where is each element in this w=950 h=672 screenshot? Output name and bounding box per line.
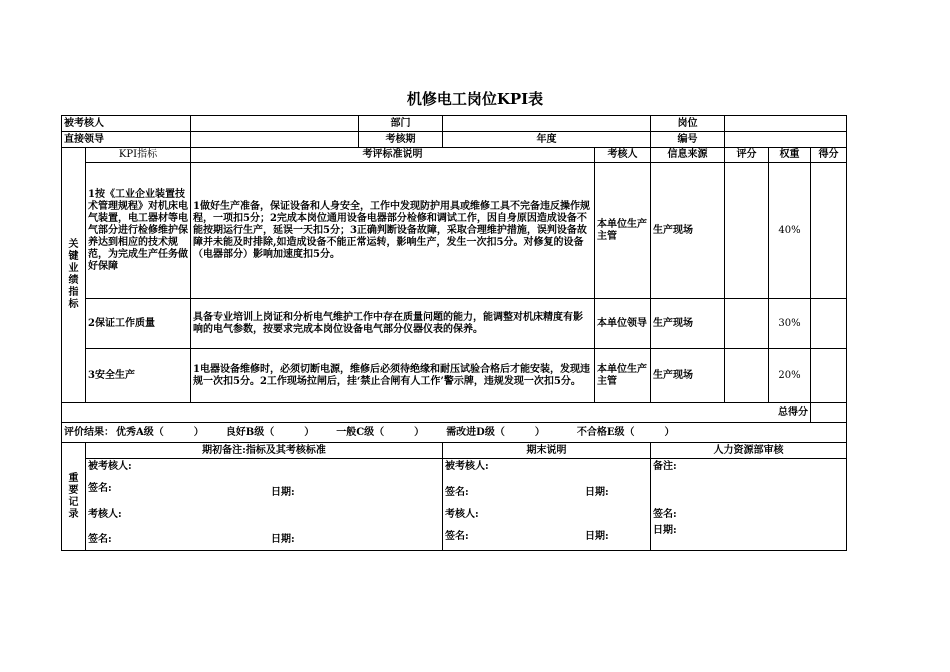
col-rating: 评分 <box>725 148 769 163</box>
column-header-row <box>62 148 847 163</box>
kpi-criteria: 具备专业培训上岗证和分析电气维护工作中存在质量问题的能力，能调整对机床精度有影响的电气参数，按要求完成本岗位设备电气部分仪器仪表的保养。 <box>191 299 595 349</box>
kpi-source: 生产现场 <box>651 163 725 299</box>
date-line: 日期: <box>653 525 677 536</box>
kpi-weight: 40% <box>769 163 811 299</box>
col-score: 得分 <box>811 148 847 163</box>
date-line: 日期: <box>585 487 609 498</box>
kpi-assessor: 本单位生产主管 <box>595 163 651 299</box>
evaluation-row <box>62 423 847 443</box>
grade-a[interactable]: 优秀A级（ ） <box>116 426 204 438</box>
sign-line: 签名: <box>88 534 112 545</box>
kpi-table <box>61 115 847 551</box>
table-row <box>62 299 847 349</box>
grade-b[interactable]: 良好B级（ ） <box>225 426 315 438</box>
col-source: 信息来源 <box>651 148 725 163</box>
position-value[interactable] <box>725 116 847 132</box>
kpi-rating[interactable] <box>725 349 769 403</box>
kpi-assessor: 本单位领导 <box>595 299 651 349</box>
header-row-2 <box>62 132 847 148</box>
col-criteria: 考评标准说明 <box>191 148 595 163</box>
kpi-rating[interactable] <box>725 163 769 299</box>
date-line: 日期: <box>585 531 609 542</box>
kpi-criteria: 1做好生产准备，保证设备和人身安全，工作中发现防护用具或维修工具不完备违反操作规程，一项扣5分；2完成本岗位通用设备电器部分检修和调试工作，因自身原因造成设备不能按期运行生产，延误一天扣5分；3正确判断设备故障，采取合理维护措施，误判设备故障并未能及时排除,如造成设备不能正常运转，影响生产，发生一次扣5分。对修复的设备（电器部分）影响加速度扣5分。 <box>191 163 595 299</box>
appraisee-line: 被考核人: <box>88 461 132 472</box>
kpi-name: 3安全生产 <box>86 349 191 403</box>
kpi-assessor: 本单位生产主管 <box>595 349 651 403</box>
supervisor-label: 直接领导 <box>62 132 191 148</box>
records-col3[interactable] <box>651 459 847 551</box>
sign-line: 签名: <box>445 531 469 542</box>
department-label: 部门 <box>359 116 443 132</box>
kpi-score[interactable] <box>811 299 847 349</box>
records-header-row <box>62 443 847 459</box>
header-row-1 <box>62 116 847 132</box>
department-value[interactable] <box>443 116 651 132</box>
col-kpi: KPI指标 <box>86 148 191 163</box>
col-weight: 权重 <box>769 148 811 163</box>
col-assessor: 考核人 <box>595 148 651 163</box>
kpi-source: 生产现场 <box>651 349 725 403</box>
kpi-name: 2保证工作质量 <box>86 299 191 349</box>
kpi-rating[interactable] <box>725 299 769 349</box>
records-col1-header: 期初备注:指标及其考核标准 <box>86 443 443 459</box>
grade-d[interactable]: 需改进D级（ ） <box>446 426 545 438</box>
records-group-label: 重 要 记 录 <box>62 443 86 551</box>
sign-line: 签名: <box>88 483 112 494</box>
total-score[interactable] <box>811 403 847 423</box>
records-col1[interactable] <box>86 459 443 551</box>
kpi-name: 1按《工业企业装置技术管理规程》对机床电气装置，电工器材等电气部分进行检修维护保养达到相应的技术规范，为完成生产任务做好保障 <box>86 163 191 299</box>
total-label: 总得分 <box>62 403 811 423</box>
table-row <box>62 349 847 403</box>
period-label: 考核期 <box>359 132 443 148</box>
appraisee-label: 被考核人 <box>62 116 191 132</box>
grade-e[interactable]: 不合格E级（ ） <box>576 426 675 438</box>
supervisor-value[interactable] <box>191 132 359 148</box>
kpi-weight: 20% <box>769 349 811 403</box>
records-col3-header: 人力资源部审核 <box>651 443 847 459</box>
records-col2[interactable] <box>443 459 651 551</box>
records-col2-header: 期末说明 <box>443 443 651 459</box>
records-body-row <box>62 459 847 551</box>
code-label: 编号 <box>651 132 725 148</box>
position-label: 岗位 <box>651 116 725 132</box>
sign-line: 签名: <box>445 487 469 498</box>
total-row <box>62 403 847 423</box>
table-row <box>62 163 847 299</box>
appraisee-value[interactable] <box>191 116 359 132</box>
date-line: 日期: <box>271 487 295 498</box>
evaluation-cell <box>62 423 847 443</box>
kpi-criteria: 1电器设备维修时，必须切断电源，维修后必须待绝缘和耐压试验合格后才能安装，发现违规一次扣5分。2工作现场拉闸后，挂‘禁止合闸有人工作’警示牌，违规发现一次扣5分。 <box>191 349 595 403</box>
kpi-weight: 30% <box>769 299 811 349</box>
appraisee-line: 被考核人: <box>445 461 489 472</box>
code-value[interactable] <box>725 132 847 148</box>
grade-c[interactable]: 一般C级（ ） <box>336 426 425 438</box>
page-title: 机修电工岗位KPI表 <box>406 90 544 108</box>
kpi-source: 生产现场 <box>651 299 725 349</box>
sign-line: 签名: <box>653 509 677 520</box>
date-line: 日期: <box>271 534 295 545</box>
assessor-line: 考核人: <box>88 509 122 520</box>
remark-line: 备注: <box>653 461 677 472</box>
year-label: 年度 <box>443 132 651 148</box>
kpi-score[interactable] <box>811 163 847 299</box>
kpi-score[interactable] <box>811 349 847 403</box>
assessor-line: 考核人: <box>445 509 479 520</box>
evaluation-label: 评价结果： <box>64 426 114 438</box>
kpi-group-label: 关 键 业 绩 指 标 <box>62 148 86 403</box>
